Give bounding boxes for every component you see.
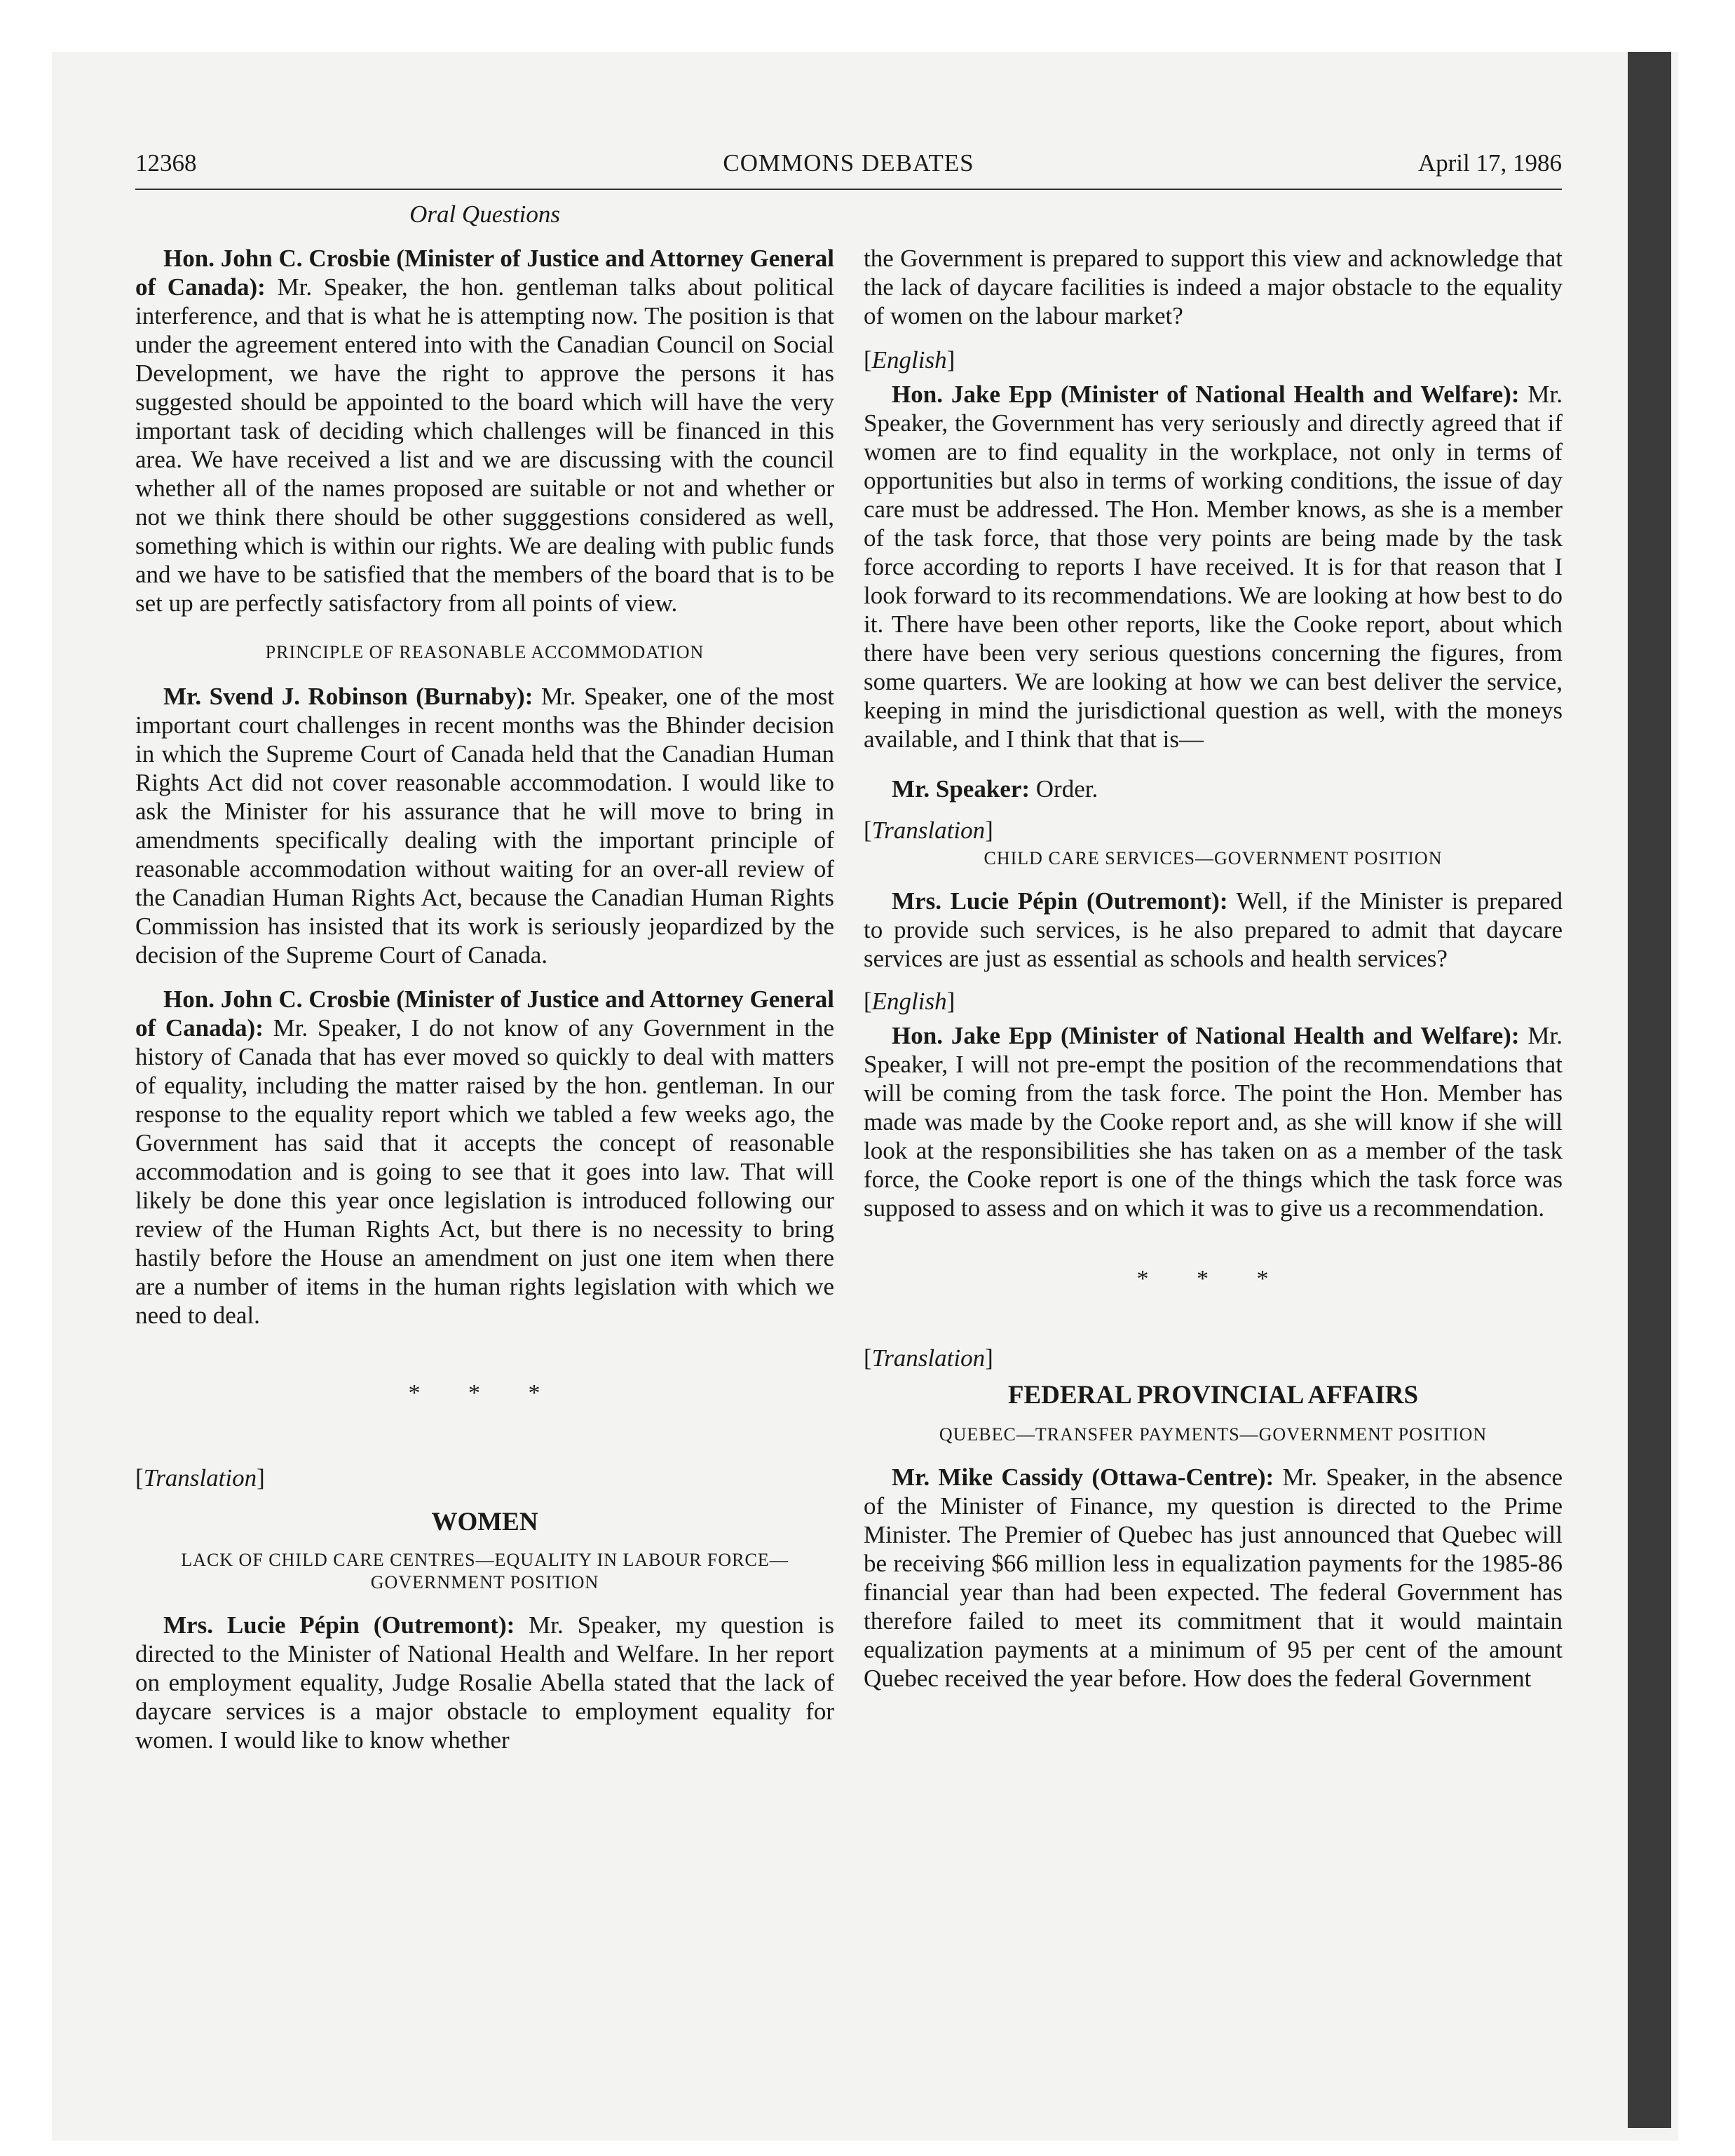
paragraph <box>135 244 834 618</box>
section-label: Oral Questions <box>409 200 560 228</box>
speaker-name: Mr. Mike Cassidy (Ottawa-Centre): <box>892 1464 1274 1491</box>
publication-title: COMMONS DEBATES <box>723 149 974 177</box>
subheading: CHILD CARE SERVICES—GOVERNMENT POSITION <box>984 848 1443 868</box>
paragraph <box>864 1021 1563 1222</box>
speaker-name: Mrs. Lucie Pépin (Outremont): <box>163 1611 515 1639</box>
speech-text: Mr. Speaker, I will not pre-empt the position of the recommendations that will be coming from the task force. The point the Hon. Member has made was made by the Cooke report and, as she will know if she will look at the responsibilities she has taken on as a member of the task force, the Cooke report is one of the things which the task force was supposed to assess and on which it was to give us a recommendation. <box>864 1022 1563 1222</box>
left-column <box>135 244 834 1754</box>
speech-text: Well, if the Minister is prepared to provide such services, is he also prepared to admit that daycare services are just as essential as schools and health services? <box>864 887 1563 972</box>
paragraph <box>864 775 1563 803</box>
section-heading: WOMEN <box>431 1508 538 1536</box>
subheading: QUEBEC—TRANSFER PAYMENTS—GOVERNMENT POSITION <box>939 1424 1488 1445</box>
speech-text: Mr. Speaker, I do not know of any Government in the history of Canada that has ever moved so quickly to deal with matters of equality, including the matter raised by the hon. gentleman. In our response to the equality report which we tabled a few weeks ago, the Government has said that it accepts the concept of reasonable accommodation and is going to see that it goes into law. That will likely be done this year once legislation is introduced following our review of the Human Rights Act, but there is no necessity to bring hastily before the House an amendment on just one item when there are a number of items in the human rights legislation with which we need to deal. <box>135 1014 834 1329</box>
paragraph <box>864 887 1563 973</box>
subheading: LACK OF CHILD CARE CENTRES—EQUALITY IN LABOUR FORCE—GOVERNMENT POSITION <box>181 1550 789 1592</box>
section-heading: FEDERAL PROVINCIAL AFFAIRS <box>1007 1381 1419 1410</box>
paragraph <box>135 682 834 969</box>
language-tag: [Translation] <box>135 1464 265 1492</box>
binding-edge <box>1628 52 1671 2128</box>
language-tag-text: Translation <box>871 817 986 844</box>
section-divider-stars: * * * <box>408 1380 562 1406</box>
speech-text: Mr. Speaker, my question is directed to the Minister of National Health and Welfare. In her report on employment equality, Judge Rosalie Abella stated that the lack of daycare services is a major obstacle to employment equality for women. I would like to know whether <box>135 1611 835 1754</box>
speaker-name: Hon. Jake Epp (Minister of National Health and Welfare): <box>892 1022 1520 1049</box>
speech-text: Order. <box>1030 775 1098 803</box>
language-tag: [Translation] <box>864 1344 993 1372</box>
language-tag: [English] <box>864 988 955 1015</box>
paragraph <box>864 244 1563 330</box>
page-header <box>135 149 1562 190</box>
speech-text: Mr. Speaker, in the absence of the Minister of Finance, my question is directed to the Prime Minister. The Premier of Quebec has just announced that Quebec will be receiving $66 million less in equalization payments for the 1985-86 financial year than had been expected. The federal Government has therefore failed to meet its commitment that it would maintain equalization payments at a minimum of 95 per cent of the amount Quebec received the year before. How does the federal Government <box>864 1464 1563 1692</box>
speaker-name: Hon. John C. Crosbie (Minister of Justice and Attorney General of Canada): <box>135 985 834 1042</box>
right-column <box>864 244 1563 1693</box>
language-tag: [English] <box>864 346 955 374</box>
speech-text: Mr. Speaker, the Government has very seriously and directly agreed that if women are to find equality in the workplace, not only in terms of opportunities but also in terms of working conditions, the issue of day care must be addressed. The Hon. Member knows, as she is a member of the task force, that those very points are being made by the task force according to reports I have received. It is for that reason that I look forward to its recommendations. We are looking at how best to do it. There have been other reports, like the Cooke report, about which there have been very serious questions concerning the figures, from some quarters. We are looking at how we can best deliver the service, keeping in mind the jurisdictional question as well, with the moneys available, and I think that that is— <box>864 381 1563 753</box>
speech-text: Mr. Speaker, the hon. gentleman talks about political interference, and that is what he is attempting now. The position is that under the agreement entered into with the Canadian Council on Social Development, we have the right to approve the persons it has suggested should be appointed to the board which will have the very important task of deciding which challenges will be financed in this area. We have received a list and we are discussing with the council whether all of the names proposed are suitable or not and whether or not we think there should be other sugggestions considered as well, something which is within our rights. We are dealing with public funds and we have to be satisfied that the members of the board that is to be set up are perfectly satisfactory from all points of view. <box>135 273 834 617</box>
section-divider-stars: * * * <box>1136 1266 1290 1292</box>
speaker-name: Mrs. Lucie Pépin (Outremont): <box>892 887 1228 915</box>
page-number: 12368 <box>135 149 197 177</box>
speaker-name: Hon. Jake Epp (Minister of National Health and Welfare): <box>892 381 1520 408</box>
language-tag-text: Translation <box>871 1344 986 1372</box>
paragraph <box>135 985 834 1330</box>
language-tag: [Translation] <box>864 817 993 844</box>
paragraph <box>135 1611 834 1754</box>
publication-date: April 17, 1986 <box>1417 149 1562 177</box>
language-tag-text: Translation <box>143 1464 257 1492</box>
speaker-name: Hon. John C. Crosbie (Minister of Justice and Attorney General of Canada): <box>135 245 834 301</box>
speech-text: the Government is prepared to support this view and acknowledge that the lack of daycare facilities is indeed a major obstacle to the equality of women on the labour market? <box>864 245 1563 329</box>
language-tag-text: English <box>871 988 947 1015</box>
speech-text: Mr. Speaker, one of the most important court challenges in recent months was the Bhinder decision in which the Supreme Court of Canada held that the Canadian Human Rights Act did not cover reasonable accommodation. I would like to ask the Minister for his assurance that he will move to bring in amendments specifically dealing with the important principle of reasonable accommodation without waiting for an over-all review of the Canadian Human Rights Act, because the Canadian Human Rights Commission has insisted that its work is seriously jeopardized by the decision of the Supreme Court of Canada. <box>135 683 835 969</box>
paragraph <box>864 1463 1563 1693</box>
speaker-name: Mr. Speaker: <box>892 775 1030 803</box>
paragraph <box>864 380 1563 753</box>
speaker-name: Mr. Svend J. Robinson (Burnaby): <box>163 683 533 710</box>
subheading: PRINCIPLE OF REASONABLE ACCOMMODATION <box>265 642 705 662</box>
language-tag-text: English <box>871 346 947 374</box>
